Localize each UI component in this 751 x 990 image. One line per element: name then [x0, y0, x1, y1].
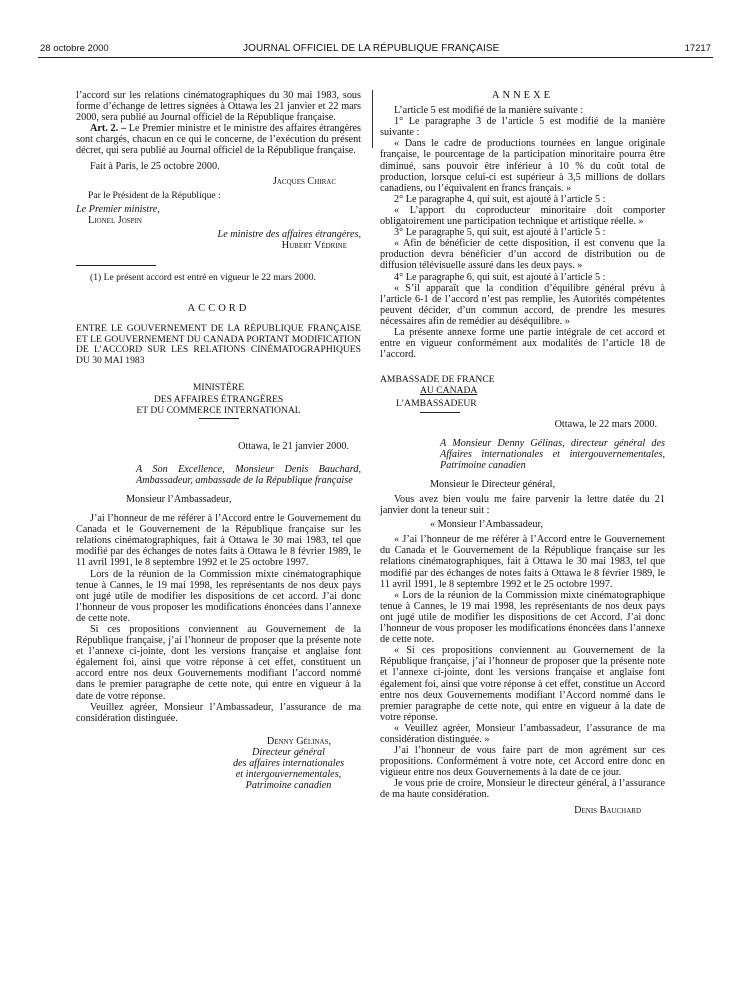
premier-ministre-title: Le Premier ministre,	[76, 203, 160, 215]
ministere-rule	[199, 418, 239, 419]
salutation-right: Monsieur le Directeur général,	[430, 478, 556, 490]
fait-a-paris: Fait à Paris, le 25 octobre 2000.	[90, 160, 220, 172]
signature-bauchard: Denis Bauchard	[574, 804, 641, 816]
annexe-intro: L’article 5 est modifié de la manière suivante :	[394, 105, 584, 117]
letter-paragraph-1: J’ai l’honneur de me référer à l’Accord entre le Gouvernement du Canada et le Gouvernement de la République française sur les relations cinématographiques, fait à Ottawa le 30 mai 1983, tel que modifié par des échanges de notes faits à Ottawa le 8 février 1989, le 11 avril 1991, le 8 septembre 1992 et le 25 octobre 1997.	[76, 513, 361, 569]
column-divider	[372, 90, 373, 148]
annexe-item-3: 3° Le paragraphe 5, qui suit, est ajouté à l’article 5 :	[394, 227, 606, 239]
ottawa-date-left: Ottawa, le 21 janvier 2000.	[238, 440, 349, 452]
ambassade-rule	[420, 412, 460, 413]
journal-title: JOURNAL OFFICIEL DE LA RÉPUBLIQUE FRANÇAISE	[243, 43, 500, 54]
annexe-item-1-quote: « Dans le cadre de productions tournées en langue originale française, le pourcentage de la participation minoritaire pourra être diminué, sans pouvoir être inférieur à 10 % du coût total de production, lorsque celui-ci est supérieur à 3,5 millions de dollars canadiens, ou l’équivalent en francs français. »	[380, 138, 665, 194]
reply-paragraph-5: « Veuillez agréer, Monsieur l’ambassadeur, l’assurance de ma considération distinguée. »	[380, 722, 665, 745]
ministere-line-2: DES AFFAIRES ÉTRANGÈRES	[153, 393, 284, 405]
page-header	[0, 0, 751, 60]
addressee-left: A Son Excellence, Monsieur Denis Bauchard, Ambassadeur, ambassade de la République française	[136, 463, 361, 486]
article-2-text: Le Premier ministre et le ministre des affaires étrangères sont chargés, chacun en ce qui le concerne, de l’exécution du présent décret, qui sera publié au Journal officiel de la République française.	[76, 123, 361, 157]
letter-paragraph-3: Si ces propositions conviennent au Gouvernement de la République française, j’ai l’honneur de proposer que la présente note et l’annexe ci-jointe, dont les versions française et anglaise font également foi, ainsi que votre réponse à cet effet, constituent un accord entre nos deux Gouvernements modifiant l’accord nommé dans le premier paragraphe de cette note, qui entre en vigueur à la date de votre réponse.	[76, 624, 361, 702]
annexe-item-2: 2° Le paragraphe 4, qui suit, est ajouté à l’article 5 :	[394, 193, 606, 205]
decree-paragraph-1: l’accord sur les relations cinématographiques du 30 mai 1983, sous forme d’échange de lettres signées à Ottawa les 21 janvier et 22 mars 2000, sera publié au Journal officiel de la République française.	[76, 90, 361, 124]
addressee-right: A Monsieur Denny Gélinas, directeur général des Affaires internationales et intergouvernementales, Patrimoine canadien	[440, 437, 665, 471]
par-le-president: Par le Président de la République :	[88, 189, 221, 201]
signature-chirac: Jacques Chirac	[272, 175, 336, 187]
annexe-item-3-quote: « Afin de bénéficier de cette disposition, il est convenu que la production devra bénéficier d’un accord de distribution ou de diffusion télévisuelle assuré dans les deux pays. »	[380, 238, 665, 272]
annexe-item-4-quote: « S’il apparaît que la condition d’équilibre général prévu à l’article 6-1 de l’accord n’est pas remplie, les Autorités compétentes peuvent décider, d’un commun accord, de prendre les mesures nécessaires afin de remédier au déséquilibre. »	[380, 282, 665, 327]
footnote: (1) Le présent accord est entré en vigueur le 22 mars 2000.	[90, 272, 316, 284]
article-2	[76, 123, 361, 156]
annexe-closing: La présente annexe forme une partie intégrale de cet accord et entre en vigueur conformément aux modalités de l’article 18 de l’accord.	[380, 326, 665, 361]
ministre-name: Hubert Védrine	[281, 240, 347, 252]
annexe-item-1: 1° Le paragraphe 3 de l’article 5 est modifié de la manière suivante :	[380, 116, 665, 139]
salutation-left: Monsieur l’Ambassadeur,	[126, 493, 232, 505]
reply-paragraph-3: « Lors de la réunion de la Commission mixte cinématographique tenue à Cannes, le 19 mai 1998, les représentants de nos deux pays ont jugé utile de modifier les dispositions de cet Accord. J’ai donc l’honneur de vous proposer les modifications énoncées dans l’annexe de cette note.	[380, 589, 665, 646]
signature-title-1: Directeur général	[252, 746, 325, 758]
signature-title-4: Patrimoine canadien	[245, 780, 332, 792]
accord-subtitle: ENTRE LE GOUVERNEMENT DE LA RÉPUBLIQUE FRANÇAISE ET LE GOUVERNEMENT DU CANADA PORTANT MODIFICATION DE L’ACCORD SUR LES RELATIONS CINÉMATOGRAPHIQUES DU 30 MAI 1983	[76, 323, 361, 366]
page-number: 17217	[684, 43, 711, 54]
signature-gelinas: Denny Gélinas,	[266, 735, 331, 747]
signature-title-2: des affaires internationales	[232, 758, 345, 770]
annexe-item-2-quote: « L’apport du coproducteur minoritaire doit comporter obligatoirement une participation technique et artistique réelle. »	[380, 204, 665, 228]
reply-quote-salutation: « Monsieur l’Ambassadeur,	[430, 519, 544, 531]
ottawa-date-right: Ottawa, le 22 mars 2000.	[554, 418, 657, 430]
letter-paragraph-4: Veuillez agréer, Monsieur l’Ambassadeur, l’assurance de ma considération distinguée.	[76, 701, 361, 724]
signature-title-3: et intergouvernementales,	[235, 769, 342, 781]
right-column	[380, 90, 665, 816]
left-column	[76, 90, 361, 791]
footnote-rule	[76, 265, 156, 266]
ambassade-line-3: L’AMBASSADEUR	[396, 398, 477, 410]
annexe-item-4: 4° Le paragraphe 6, qui suit, est ajouté à l’article 5 :	[394, 271, 606, 283]
ambassade-line-1: AMBASSADE DE FRANCE	[380, 374, 495, 386]
reply-paragraph-7: Je vous prie de croire, Monsieur le directeur général, à l’assurance de ma haute considération.	[380, 778, 665, 801]
article-2-label: Art. 2. –	[90, 123, 127, 135]
ministere-line-1: MINISTÈRE	[192, 382, 245, 394]
reply-paragraph-6: J’ai l’honneur de vous faire part de mon agrément sur ces propositions. Conformément à votre note, cet Accord entre donc en vigueur entre nos deux Gouvernements à la date de ce jour.	[380, 745, 665, 779]
header-date: 28 octobre 2000	[40, 43, 109, 54]
reply-paragraph-1: Vous avez bien voulu me faire parvenir la lettre datée du 21 janvier dont la teneur suit :	[380, 494, 665, 517]
header-rule	[38, 57, 713, 58]
annexe-title: ANNEXE	[491, 90, 554, 101]
reply-paragraph-4: « Si ces propositions conviennent au Gouvernement de la République française, j’ai l’honneur de proposer que la présente note et l’annexe ci-jointe, dont les versions française et anglaise font également foi, ainsi que votre réponse à cet effet, constitue un Accord entre nos deux Gouvernements modifiant l’Accord nommé dans le premier paragraphe de cette note, qui entre en vigueur à la date de votre réponse.	[380, 645, 665, 723]
premier-ministre-name: Lionel Jospin	[88, 214, 142, 226]
accord-title: ACCORD	[187, 303, 250, 315]
ministere-line-3: ET DU COMMERCE INTERNATIONAL	[136, 404, 301, 416]
reply-paragraph-2: « J’ai l’honneur de me référer à l’Accord entre le Gouvernement du Canada et le Gouvernement de la République française sur les relations cinématographiques, fait à Ottawa le 30 mai 1983, tel que modifié par des échanges de notes faits à Ottawa le 8 février 1989, le 11 avril 1991, le 8 septembre 1992 et le 25 octobre 1997.	[380, 534, 665, 590]
ambassade-line-2: AU CANADA	[420, 385, 478, 397]
letter-paragraph-2: Lors de la réunion de la Commission mixte cinématographique tenue à Cannes, le 19 mai 1998, les représentants de nos deux pays ont jugé utile de modifier les dispositions de cet accord. J’ai donc l’honneur de vous proposer les modifications énoncées dans l’annexe de cette note.	[76, 568, 361, 624]
ministre-title: Le ministre des affaires étrangères,	[217, 229, 361, 241]
